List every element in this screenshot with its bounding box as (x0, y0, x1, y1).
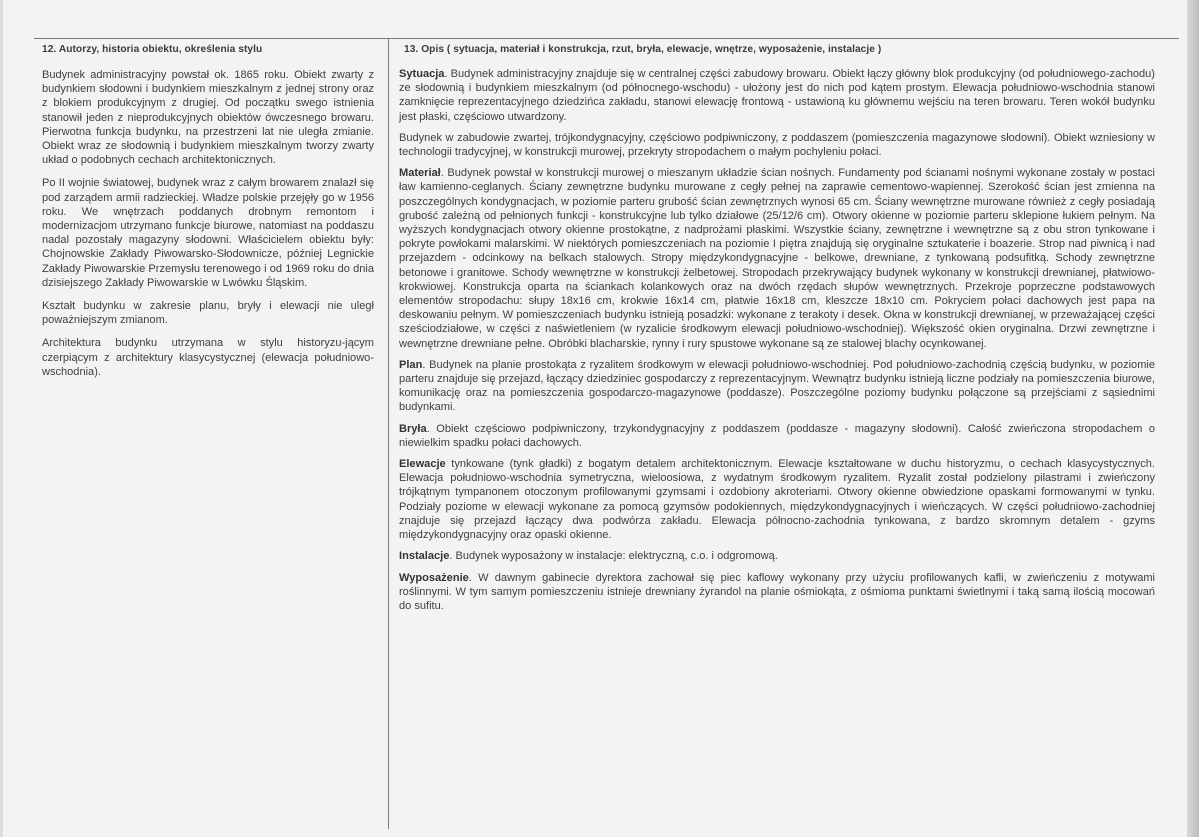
section-massing (399, 422, 1155, 450)
section-text: . Budynek administracyjny znajduje się w centralnej części zabudowy browaru. Obiekt łączy główny blok produkcyjny (od południowego-zachodu) ze słodownią i budynkiem mieszkalnym (od północnego-wschodu) - ułożony jest do nich pod kątem prostym. Elewacja południowo-wschodnia stanowi zamknięcie reprezentacyjnego dziedzińca zakładu, stanowi elewację frontową - ustawioną ku głównemu wejściu na teren browaru. Teren wokół budynku jest płaski, częściowo utwardzony. (399, 68, 1155, 123)
page-right-edge (1187, 0, 1199, 837)
section-text: . Budynek powstał w konstrukcji murowej o mieszanym układzie ścian nośnych. Fundamenty pod ścianami nośnymi wykonane zostały w postaci ław kamienno-ceglanych. Ściany zewnętrzne budynku murowane z cegły pełnej na zaprawie cementowo-wapiennej. Szerokość ścian jest zmienna na poszczególnych kondygnacjach, w poziomie parteru grubość ścian zewnętrznych wynosi 65 cm. Ściany wewnętrzne murowane również z cegły posiadają grubość zależną od pełnionych funkcji - konstrukcyjne lub tylko działowe (25/12/6 cm). Otwory okienne w poziomie parteru sklepione łukiem pełnym. Na wyższych kondygnacjach otwory okienne prostokątne, z nadprożami płaskimi. Wszystkie ściany, zewnętrzne i wewnętrzne są z obu stron tynkowane i pokryte powłokami malarskimi. W niektórych pomieszczeniach na poziomie I piętra znajdują się oryginalne sztukaterie i boazerie. Strop nad piwnicą i nad przejazdem - odcinkowy na belkach stalowych. Stropy międzykondygnacyjne - belkowe, drewniane, z tynkowaną podsufitką. Schody zewnętrzne betonowe i granitowe. Schody wewnętrzne w konstrukcji żelbetowej. Stropodach przekrywający budynek wykonany w konstrukcji drewnianej, płatwiowo-krokwiowej. Konstrukcja oparta na ściankach kolankowych oraz na dwóch rzędach słupów wewnętrznych. Przekroje poprzeczne podstawowych elementów stropodachu: słupy 18x16 cm, krokwie 16x14 cm, płatwie 16x18 cm, kleszcze 18x10 cm. Pokryciem połaci dachowych jest papa na deskowaniu pełnym. W pomieszczeniach budynku istnieją posadzki: wykonane z terakoty i desek. Okna w konstrukcji drewnianej, w przeważającej części sześciodziałowe, w części z naświetleniem (w ryzalicie środkowym elewacji południowo-wschodniej). Większość okien oryginalna. Drzwi zewnętrzne i wewnętrzne drewniane pełne. Obróbki blacharskie, rynny i rury spustowe wykonane są ze stalowej blachy ocynkowanej. (399, 167, 1155, 350)
description-column (399, 44, 1155, 620)
section-label: Wyposażenie (399, 571, 469, 584)
section-installations (399, 549, 1155, 563)
section-label: Elewacje (399, 458, 446, 471)
section-label: Plan (399, 358, 423, 371)
history-paragraph: Budynek administracyjny powstał ok. 1865 roku. Obiekt zwarty z budynkiem słodowni i budynkiem mieszkalnym z jednej strony oraz z blokiem produkcyjnym z drugiej. Od początku swego istnienia stanowił jeden z nieprodukcyjnych obiektów ówczesnego browaru. Pierwotna funkcja budynku, na przestrzeni lat nie uległa zmianie. Obiekt wraz ze słodownią i budynkiem mieszkalnym tworzy zwarty układ o podobnych cechach architektonicznych. (42, 69, 374, 167)
section-building-overview (399, 131, 1155, 159)
page-left-edge (0, 0, 3, 837)
section-text: . Obiekt częściowo podpiwniczony, trzykondygnacyjny z poddaszem (poddasze - magazyny słodowni). Całość zwieńczona stropodachem o niewielkim spadku połaci dachowych. (399, 422, 1155, 449)
top-rule (34, 38, 1179, 39)
history-column (42, 44, 374, 388)
history-paragraph: Po II wojnie światowej, budynek wraz z całym browarem znalazł się pod zarządem armii radzieckiej. Władze polskie przejęły go w 1956 roku. We wnętrzach poddanych drobnym remontom i modernizacjom utrzymano funkcje biurowe, natomiast na poddaszu nadal pozostały magazyny słodowni. Właścicielem obiektu były: Chojnowskie Zakłady Piwowarsko-Słodownicze, później Legnickie Zakłady Piwowarskie Przemysłu terenowego i od 1969 roku do dnia dzisiejszego Zakłady Piwowarskie w Lwówku Śląskim. (42, 177, 374, 289)
description-heading: 13. Opis ( sytuacja, materiał i konstrukcja, rzut, bryła, elewacje, wnętrze, wyposażenie, instalacje ) (404, 44, 882, 55)
section-furnishings (399, 571, 1155, 614)
section-text: tynkowane (tynk gładki) z bogatym detalem architektonicznym. Elewacje kształtowane w duchu historyzmu, o cechach klasycystycznych. Elewacja południowo-wschodnia symetryczna, wieloosiowa, z wydatnym środkowym ryzalitem. Ryzalit został podzielony pilastrami i zwieńczony trójkątnym tympanonem otoczonym profilowanymi gzymsami i ozdobiony akroteriami. Otwory okienne obwiedzione opaskami formowanymi w tynku. Podziały poziome w elewacji wykonane za pomocą gzymsów podokiennych, międzykondygnacyjnych i wieńczących. W części południowo-zachodniej znajduje się przejazd łączący dwa podwórza zakładu. Elewacja północno-zachodnia tynkowana, z bardzo skromnym detalem - gzyms międzykondygnacyjny oraz opaski okienne. (399, 458, 1155, 542)
section-text: . W dawnym gabinecie dyrektora zachował się piec kaflowy wykonany przy użyciu profilowanych kafli, w zwieńczeniu z motywami roślinnymi. W tym samym pomieszczeniu istnieje drewniany żyrandol na planie ośmiokąta, z ośmioma punktami świetlnymi i taką samą ilością mocowań do sufitu. (399, 571, 1155, 612)
section-situation (399, 67, 1155, 124)
column-divider (388, 38, 389, 829)
section-label: Materiał (399, 167, 441, 180)
section-plan (399, 358, 1155, 415)
section-text: . Budynek na planie prostokąta z ryzalitem środkowym w elewacji południowo-wschodniej. Pod południowo-zachodnią częścią budynku, w poziomie parteru znajduje się przejazd, łączący dziedziniec gospodarczy z reprezentacyjnym. Wewnątrz budynku istnieją liczne podziały na pomieszczenia biurowe, komunikację oraz na pomieszczenia gospodarczo-magazynowe (poddasze). Poszczególne poziomy budynku połączone są przejściami z sąsiednimi budynkami. (399, 358, 1155, 414)
section-text: . Budynek wyposażony w instalacje: elektryczną, c.o. i odgromową. (449, 550, 778, 563)
history-heading: 12. Autorzy, historia obiektu, określenia stylu (42, 44, 263, 55)
history-paragraph: Architektura budynku utrzymana w stylu historyzu-jącym czerpiącym z architektury klasycystycznej (elewacja południowo-wschodnia). (42, 337, 374, 378)
section-label: Instalacje (399, 550, 450, 563)
section-elevations (399, 457, 1155, 542)
history-paragraph: Kształt budynku w zakresie planu, bryły i elewacji nie uległ poważniejszym zmianom. (42, 300, 374, 327)
section-label: Sytuacja (399, 68, 445, 80)
section-material (399, 166, 1155, 351)
section-label: Bryła (399, 422, 427, 435)
section-text: Budynek w zabudowie zwartej, trójkondygnacyjny, częściowo podpiwniczony, z poddaszem (pomieszczenia magazynowe słodowni). Obiekt wzniesiony w technologii tradycyjnej, w konstrukcji murowej, przekryty stropodachem o małym pochyleniu połaci. (399, 131, 1155, 159)
